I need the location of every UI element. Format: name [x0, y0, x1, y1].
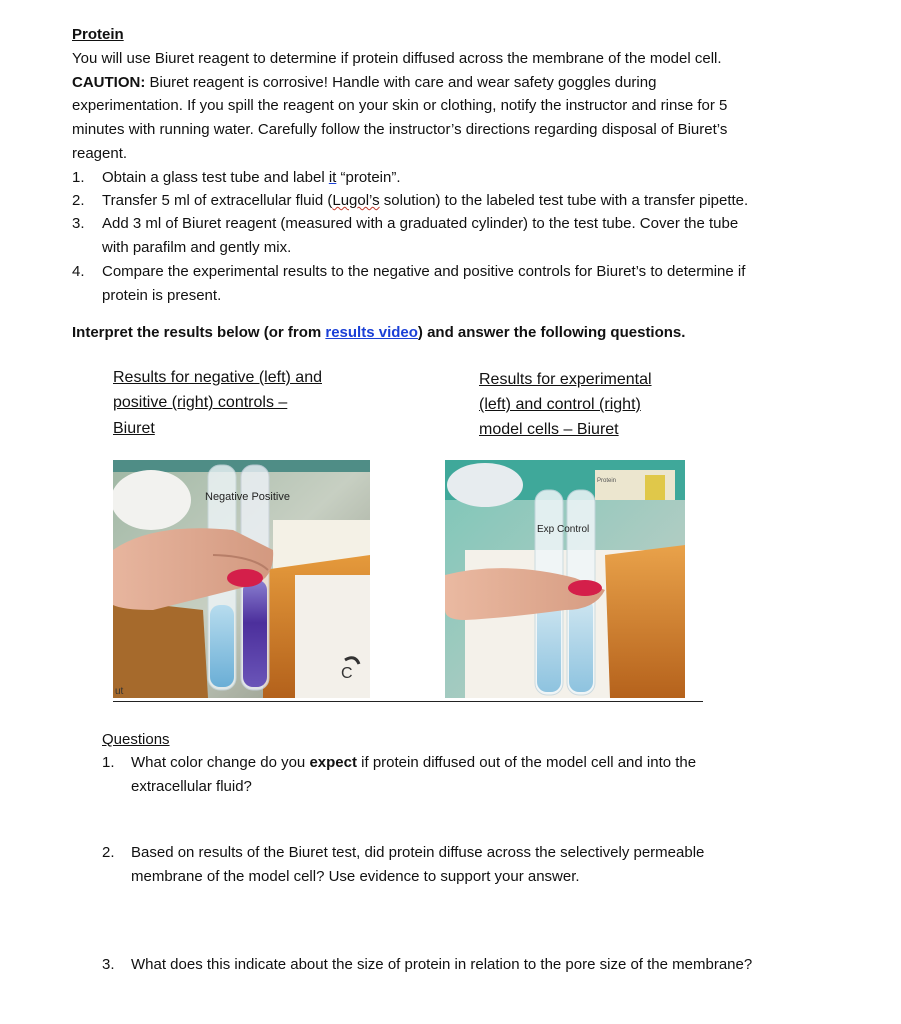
caution-line-3: minutes with running water. Carefully follow the instructor’s directions regarding disposal of Biuret’s [72, 121, 728, 138]
photo-divider-line [113, 701, 703, 702]
interpret-instruction [72, 323, 685, 343]
question-3-line-1: What does this indicate about the size of protein in relation to the pore size of the membrane? [131, 956, 753, 973]
question-number-2: 2. [102, 844, 115, 861]
left-photo-bottom-mark: C [341, 665, 353, 682]
experiment-photo-drawing [445, 460, 685, 698]
caution-label: CAUTION: [72, 74, 146, 91]
section-heading-protein: Protein [72, 26, 124, 43]
question-1-expect: expect [309, 754, 357, 771]
left-photo-corner-text: ut [115, 686, 124, 697]
caution-text-1: Biuret reagent is corrosive! Handle with care and wear safety goggles during [145, 74, 657, 91]
questions-heading: Questions [102, 731, 170, 748]
step-3-line-1: Add 3 ml of Biuret reagent (measured with a graduated cylinder) to the test tube. Cover the tube [102, 215, 739, 232]
left-caption-line-3: Biuret [113, 420, 155, 437]
controls-photo-drawing [113, 460, 370, 698]
photo-negative-positive-controls [113, 460, 370, 698]
step-number-1: 1. [72, 169, 85, 186]
question-1-post: if protein diffused out of the model cell and into the [356, 754, 697, 771]
step-2-pre: Transfer 5 ml of extracellular fluid ( [102, 192, 333, 209]
question-1-pre: What color change do you [131, 754, 310, 771]
photo-experimental-control-cells [445, 460, 685, 698]
question-number-1: 1. [102, 754, 115, 771]
caution-line-4: reagent. [72, 145, 128, 162]
step-4-line-1: Compare the experimental results to the negative and positive controls for Biuret’s to determine if [102, 263, 746, 280]
question-2-line-1: Based on results of the Biuret test, did protein diffuse across the selectively permeable [131, 844, 705, 861]
intro-text: You will use Biuret reagent to determine if protein diffused across the membrane of the model cell. [72, 50, 722, 67]
right-caption-line-2: (left) and control (right) [479, 396, 641, 413]
step-number-3: 3. [72, 215, 85, 232]
step-1-post: “protein”. [336, 169, 401, 186]
right-tube-label: Exp Control [537, 524, 590, 535]
step-number-4: 4. [72, 263, 85, 280]
caution-line-1 [72, 73, 656, 93]
interpret-post: ) and answer the following questions. [417, 324, 686, 341]
question-1-line-1 [131, 753, 696, 773]
results-video-link[interactable]: results video [325, 324, 418, 341]
step-2-lugols: Lugol’s [332, 192, 380, 209]
step-1-text [102, 168, 401, 188]
caution-line-2: experimentation. If you spill the reagent on your skin or clothing, notify the instructor and rinse for 5 [72, 97, 728, 114]
step-2-post: solution) to the labeled test tube with a transfer pipette. [379, 192, 749, 209]
left-caption-line-1: Results for negative (left) and [113, 369, 322, 386]
step-3-line-2: with parafilm and gently mix. [102, 239, 292, 256]
right-caption-line-3: model cells – Biuret [479, 421, 619, 438]
left-tube-label: Negative Positive [205, 491, 290, 503]
step-2-text [102, 191, 748, 211]
step-1-pre: Obtain a glass test tube and label [102, 169, 329, 186]
question-2-line-2: membrane of the model cell? Use evidence to support your answer. [131, 868, 580, 885]
question-1-line-2: extracellular fluid? [131, 778, 252, 795]
step-4-line-2: protein is present. [102, 287, 222, 304]
step-1-it: it [328, 169, 337, 186]
step-number-2: 2. [72, 192, 85, 209]
right-caption-line-1: Results for experimental [479, 371, 652, 388]
left-caption-line-2: positive (right) controls – [113, 394, 288, 411]
question-number-3: 3. [102, 956, 115, 973]
interpret-pre: Interpret the results below (or from [72, 324, 326, 341]
right-photo-tag: Protein [597, 478, 617, 484]
